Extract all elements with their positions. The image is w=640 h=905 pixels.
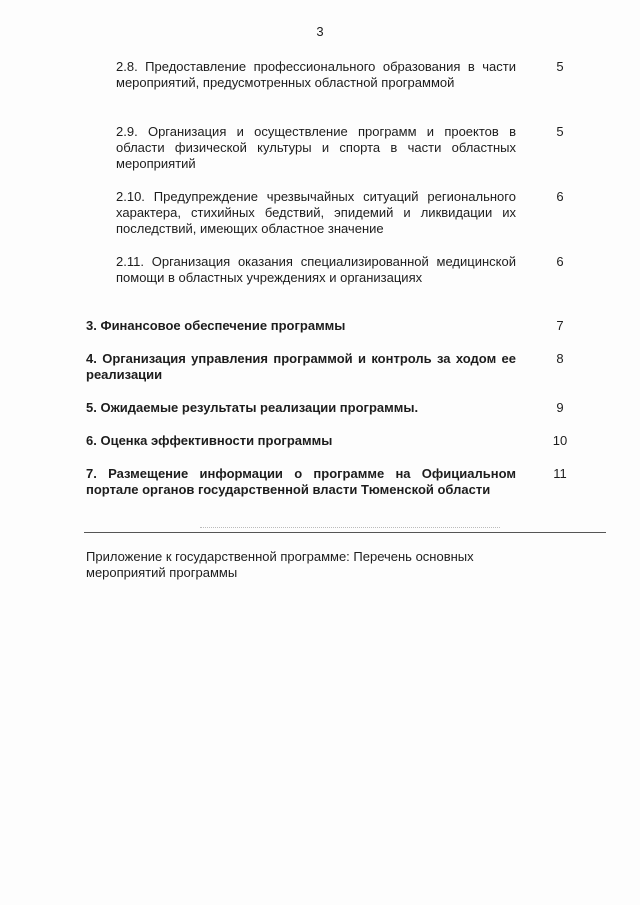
toc-entry-title: Предоставление профессионального образования в части мероприятий, предусмотренных областной программой (116, 59, 516, 90)
toc-entry-number: 6. (86, 433, 97, 448)
toc-entry-title: Ожидаемые результаты реализации программы. (100, 400, 419, 415)
toc-entry-number: 2.9. (116, 124, 138, 139)
toc-entry-page: 6 (556, 254, 564, 269)
toc-entry-number: 2.10. (116, 189, 145, 204)
toc-entry-number: 3. (86, 318, 97, 333)
toc-entry-text (116, 124, 516, 172)
toc-entry-text (86, 433, 516, 449)
toc-entry-number: 2.11. (116, 254, 144, 269)
toc-entry-title: Финансовое обеспечение программы (100, 318, 346, 333)
toc-entry-text (86, 400, 516, 416)
toc-entry-number: 2.8. (116, 59, 138, 74)
toc-entry-title: Размещение информации о программе на Официальном портале органов государственной власти Тюменской области (86, 466, 516, 497)
toc-entry-text (86, 318, 516, 334)
toc-entry-text (116, 254, 516, 286)
toc-entry-page: 11 (553, 466, 567, 481)
toc-entry-number: 4. (86, 351, 97, 366)
scan-artifact-line (200, 527, 500, 528)
toc-entry-number: 5. (86, 400, 97, 415)
toc-entry-text (86, 466, 516, 498)
toc-entry-title: Организация оказания специализированной медицинской помощи в областных учреждениях и организациях (116, 254, 516, 285)
toc-entry-text (86, 351, 516, 383)
toc-entry-page: 8 (556, 351, 564, 366)
toc-entry-title: Организация и осуществление программ и проектов в области физической культуры и спорта в части областных мероприятий (116, 124, 516, 171)
toc-entry-title: Оценка эффективности программы (100, 433, 333, 448)
appendix-note: Приложение к государственной программе: Перечень основных мероприятий программы (86, 549, 474, 580)
toc-entry-page: 5 (556, 59, 564, 74)
toc-entry-page: 6 (556, 189, 564, 204)
toc-entry-text (116, 189, 516, 237)
toc-entry-text (116, 59, 516, 91)
toc-entry-page: 9 (556, 400, 564, 415)
separator-line (84, 532, 606, 533)
toc-entry-page: 10 (552, 433, 568, 448)
toc-entry-page: 5 (556, 124, 564, 139)
toc-entry-number: 7. (86, 466, 97, 481)
page-number: 3 (316, 24, 324, 39)
toc-entry-title: Предупреждение чрезвычайных ситуаций регионального характера, стихийных бедствий, эпидемий и ликвидации их последствий, имеющих областное значение (116, 189, 516, 236)
toc-entry-title: Организация управления программой и контроль за ходом ее реализации (86, 351, 516, 382)
toc-entry-page: 7 (556, 318, 564, 333)
